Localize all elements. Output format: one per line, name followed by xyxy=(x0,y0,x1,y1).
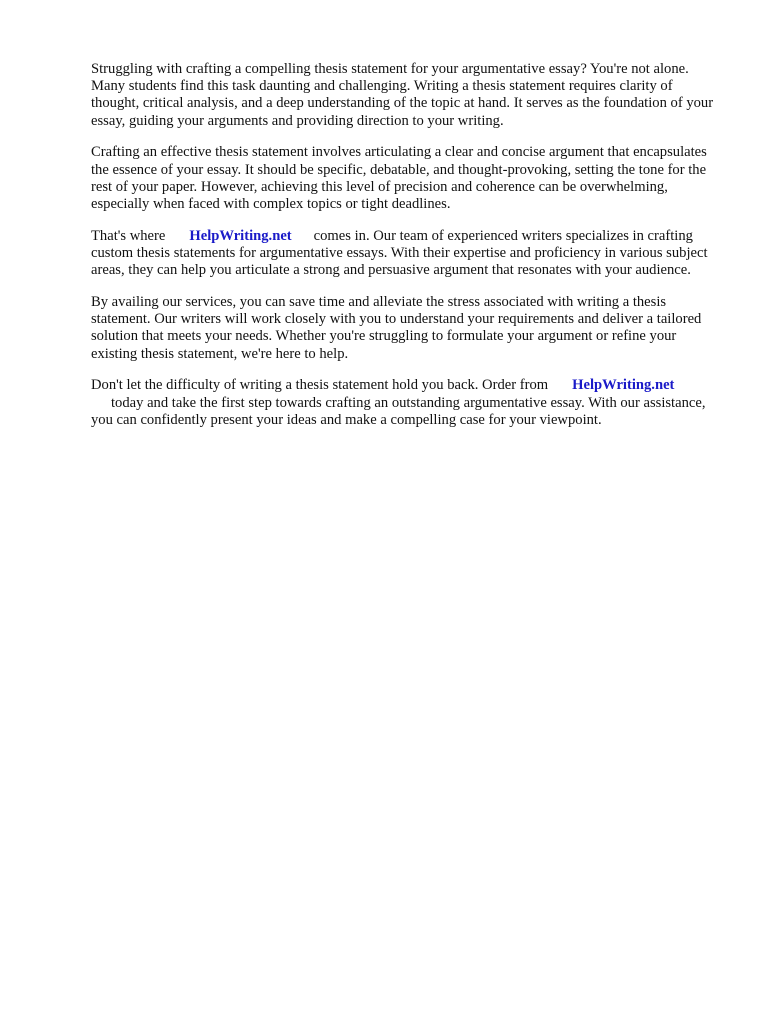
paragraph-text: Don't let the difficulty of writing a thesis statement hold you back. Order from xyxy=(91,377,549,394)
paragraph-benefits: By availing our services, you can save time and alleviate the stress associated with writing a thesis statement. Our writers will work closely with you to understand your requirements and deliver a tailored solution that meets your needs. Whether you're struggling to formulate your argument or refine your existing thesis statement, we're here to help. xyxy=(91,294,702,362)
paragraph-service-intro xyxy=(91,228,723,280)
helpwriting-link[interactable]: HelpWriting.net xyxy=(189,227,292,244)
helpwriting-link[interactable]: HelpWriting.net xyxy=(572,377,675,394)
paragraph-text: comes in. Our team of experienced writers specializes in crafting custom thesis statements for argumentative essays. With their expertise and proficiency in various subject areas, they can help you articulate a strong and persuasive argument that resonates with your audience. xyxy=(91,227,708,279)
paragraph-intro: Struggling with crafting a compelling thesis statement for your argumentative essay? You're not alone. Many students find this task daunting and challenging. Writing a thesis statement requires clarity of thought, critical analysis, and a deep understanding of the topic at hand. It serves as the foundation of your essay, guiding your arguments and providing direction to your writing. xyxy=(91,61,714,129)
paragraph-call-to-action xyxy=(91,377,723,429)
paragraph-crafting: Crafting an effective thesis statement involves articulating a clear and concise argument that encapsulates the essence of your essay. It should be specific, debatable, and thought-provoking, setting the tone for the rest of your paper. However, achieving this level of precision and coherence can be overwhelming, especially when faced with complex topics or tight deadlines. xyxy=(91,144,707,213)
document-body xyxy=(91,61,723,444)
paragraph-text: today and take the first step towards crafting an outstanding argumentative essay. With our assistance, you can confidently present your ideas and make a compelling case for your viewpoint. xyxy=(91,394,706,428)
paragraph-text: That's where xyxy=(91,227,166,244)
